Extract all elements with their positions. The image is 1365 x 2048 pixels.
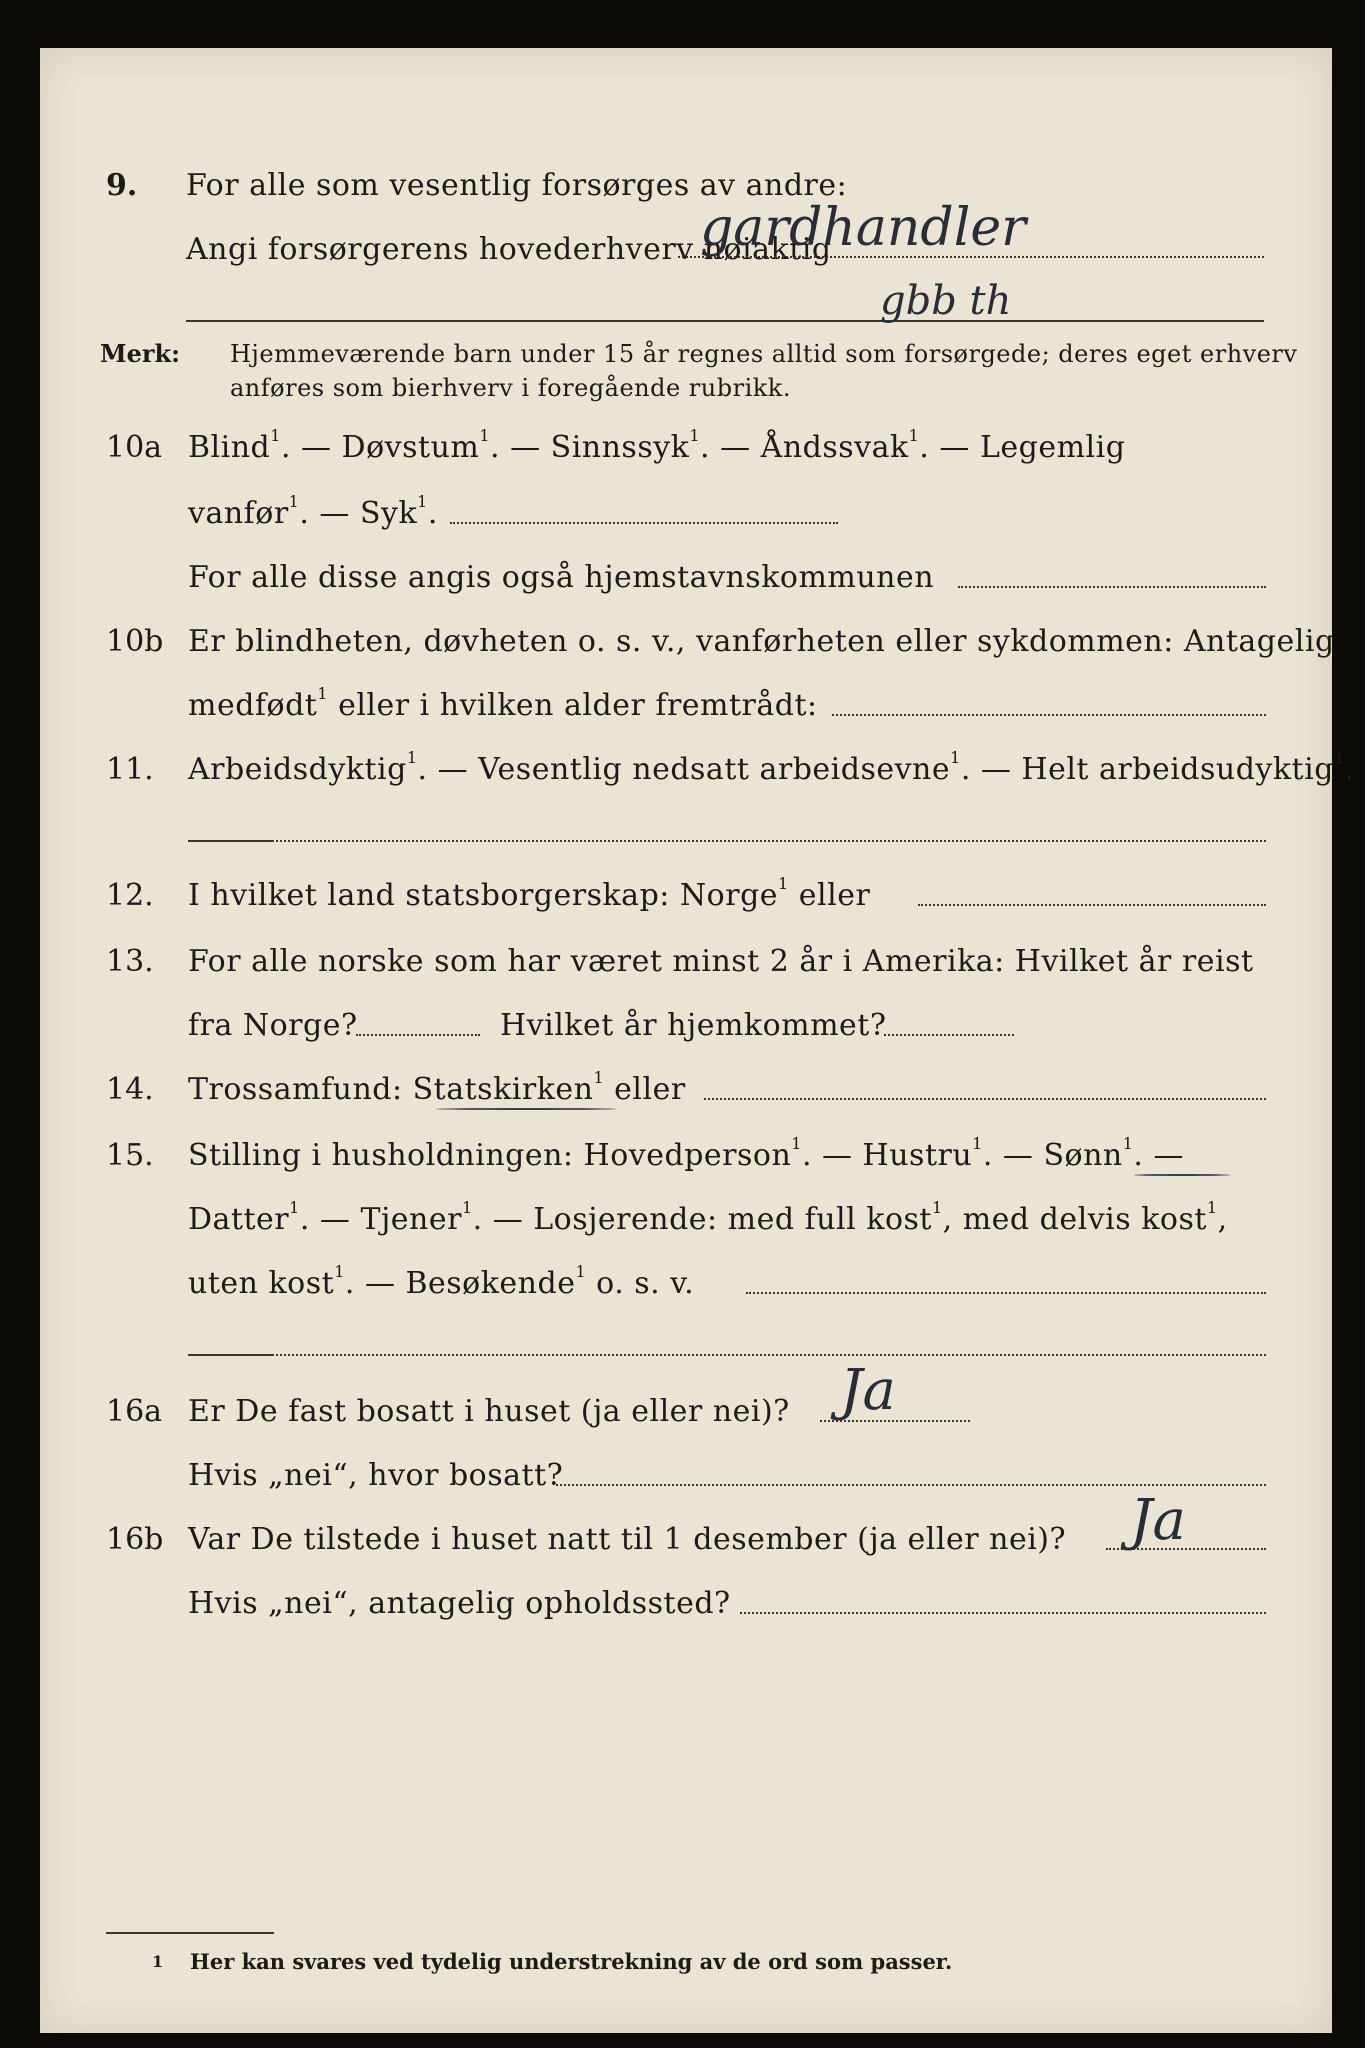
- q16a-bosatt-line: [556, 1484, 1266, 1486]
- q11-answer-line: [272, 840, 1266, 842]
- merk-line1: Hjemmeværende barn under 15 år regnes alltid som forsørgede; deres eget erhverv: [230, 340, 1298, 368]
- q10a-line1: Blind$^1$. — Døvstum$^1$. — Sinnssyk$^1$. — Åndssvak$^1$. — Legemlig: [188, 426, 1126, 465]
- q12-answer-line: [918, 904, 1266, 906]
- q16a-line2: Hvis „nei“, hvor bosatt?: [188, 1458, 564, 1493]
- q13-number: 13.: [106, 944, 154, 979]
- q11-number: 11.: [106, 752, 154, 787]
- q15-sonn-underline: [1134, 1174, 1230, 1176]
- q9-second-line: [186, 320, 1264, 322]
- q14-line1: Trossamfund: Statskirken$^1$ eller: [188, 1068, 686, 1107]
- q12-line1: I hvilket land statsborgerskap: Norge$^1$ eller: [188, 874, 871, 913]
- q15-number: 15.: [106, 1138, 154, 1173]
- footnote-rule: [106, 1932, 274, 1934]
- q9-handwritten-answer[interactable]: gardhandler: [700, 198, 1026, 258]
- footnote-mark: 1: [152, 1952, 164, 1971]
- q13-reist-line: [356, 1034, 480, 1036]
- q10a-number: 10a: [106, 430, 163, 465]
- q10b-answer-line: [832, 714, 1266, 716]
- merk-line2: anføres som bierhverv i foregående rubrikk.: [230, 374, 791, 402]
- footnote-text: Her kan svares ved tydelig understrekning av de ord som passer.: [190, 1949, 953, 1974]
- q9-line2: Angi forsørgerens hovederhverv nøiaktig: [186, 232, 832, 267]
- q16b-handwritten-answer[interactable]: Ja: [1130, 1488, 1186, 1553]
- q10b-line1: Er blindheten, døvheten o. s. v., vanførheten eller sykdommen: Antagelig: [188, 624, 1335, 659]
- q14-answer-line: [704, 1098, 1266, 1100]
- q10a-line3: For alle disse angis også hjemstavnskommunen: [188, 560, 935, 595]
- merk-label: Merk:: [100, 339, 180, 368]
- q13-line2a: fra Norge?: [188, 1008, 358, 1043]
- q16b-line2: Hvis „nei“, antagelig opholdssted?: [188, 1586, 731, 1621]
- q13-line2b: Hvilket år hjemkommet?: [500, 1008, 887, 1043]
- q13-hjemkommet-line: [884, 1034, 1014, 1036]
- q15-line1: Stilling i husholdningen: Hovedperson$^1$. — Hustru$^1$. — Sønn$^1$. —: [188, 1134, 1184, 1173]
- q10a-syk-line: [450, 522, 838, 524]
- census-form-page: [40, 48, 1355, 2033]
- q13-line1: For alle norske som har været minst 2 år i Amerika: Hvilket år reist: [188, 944, 1254, 979]
- q16b-line1: Var De tilstede i huset natt til 1 desember (ja eller nei)?: [188, 1522, 1067, 1557]
- q10a-hjemstavn-line: [958, 586, 1266, 588]
- q16a-line1: Er De fast bosatt i huset (ja eller nei)?: [188, 1394, 790, 1429]
- q9-line1: For alle som vesentlig forsørges av andre:: [186, 168, 848, 203]
- q16a-handwritten-answer[interactable]: Ja: [840, 1358, 896, 1423]
- q14-statskirken-underline: [436, 1108, 616, 1110]
- q11-solid-line: [188, 840, 272, 842]
- q12-number: 12.: [106, 878, 154, 913]
- q10b-number: 10b: [106, 624, 164, 659]
- q14-number: 14.: [106, 1072, 154, 1107]
- q9-number: 9.: [106, 168, 138, 203]
- q11-line1: Arbeidsdyktig$^1$. — Vesentlig nedsatt arbeidsevne$^1$. — Helt arbeidsudyktig$^1$.: [188, 748, 1355, 787]
- q15-answer-line: [746, 1292, 1266, 1294]
- q15-second-line: [272, 1354, 1266, 1356]
- q16b-number: 16b: [106, 1522, 164, 1557]
- q10b-line2: medfødt$^1$ eller i hvilken alder fremtrådt:: [188, 684, 818, 723]
- q15-line3: uten kost$^1$. — Besøkende$^1$ o. s. v.: [188, 1262, 695, 1301]
- q15-line2: Datter$^1$. — Tjener$^1$. — Losjerende: med full kost$^1$, med delvis kost$^1$,: [188, 1198, 1228, 1237]
- q16a-number: 16a: [106, 1394, 163, 1429]
- q15-solid-line: [188, 1354, 272, 1356]
- q9-handwritten-note: gbb th: [880, 278, 1012, 324]
- q10a-line2: vanfør$^1$. — Syk$^1$.: [188, 492, 438, 531]
- q16b-opholdssted-line: [740, 1612, 1266, 1614]
